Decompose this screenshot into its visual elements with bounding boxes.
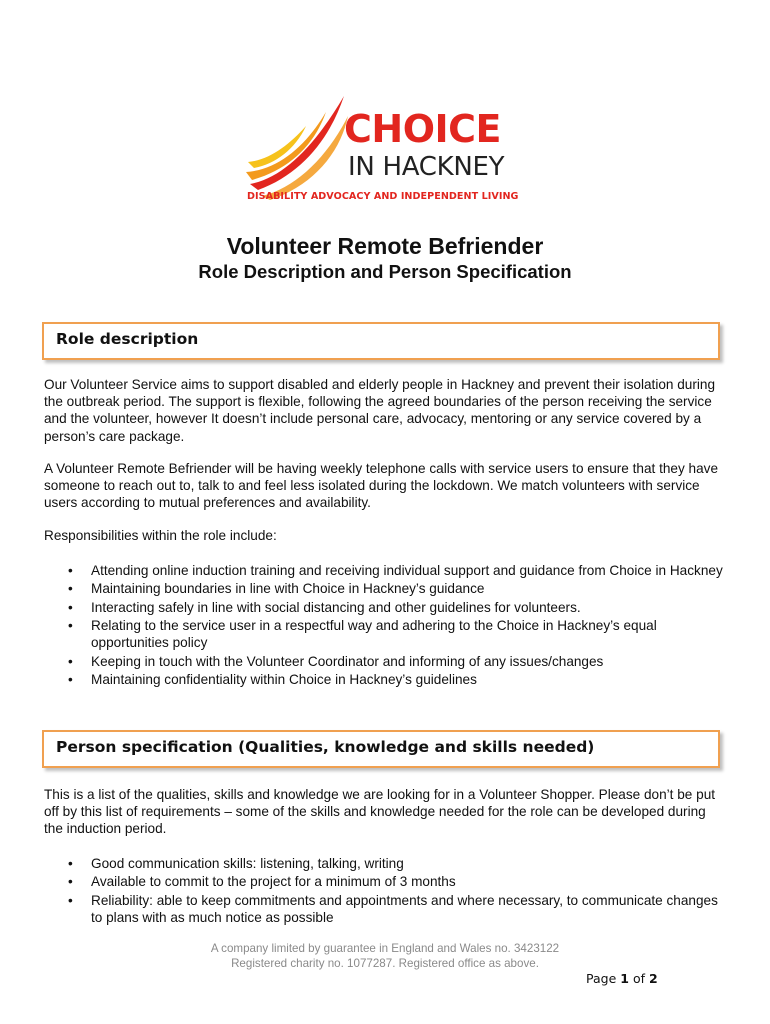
page-number: Page 1 of 2 xyxy=(586,971,658,986)
list-item: • Relating to the service user in a respectful way and adhering to the Choice in Hackney’s equal opportunities policy xyxy=(44,617,724,651)
responsibilities-intro: Responsibilities within the role include: xyxy=(44,528,277,543)
role-paragraph-1: Our Volunteer Service aims to support disabled and elderly people in Hackney and prevent their isolation during the outbreak period. The support is flexible, following the agreed boundaries of the person receiving the service and the volunteer, however It doesn’t include personal care, advocacy, mentoring or any service covered by a person’s care package. xyxy=(44,377,716,444)
role-description-heading-box xyxy=(42,322,720,360)
person-requirements-list xyxy=(44,855,724,927)
page-subtitle: Role Description and Person Specification xyxy=(198,261,572,282)
footer-company-line: A company limited by guarantee in England and Wales no. 3423122 xyxy=(210,942,560,955)
logo-tagline: DISABILITY ADVOCACY AND INDEPENDENT LIVING xyxy=(247,191,519,202)
list-item: • Available to commit to the project for a minimum of 3 months xyxy=(44,873,724,890)
list-item: • Keeping in touch with the Volunteer Coordinator and informing of any issues/changes xyxy=(44,653,724,670)
logo-name-main: CHOICE xyxy=(344,107,501,151)
list-item: • Maintaining boundaries in line with Choice in Hackney’s guidance xyxy=(44,580,724,597)
role-paragraph-2: A Volunteer Remote Befriender will be having weekly telephone calls with service users to ensure that they have someone to reach out to, talk to and feel less isolated during the lockdown. We match volunteers with service users according to mutual preferences and availability. xyxy=(44,461,719,511)
role-description-heading: Role description xyxy=(56,330,199,348)
list-item: • Reliability: able to keep commitments and appointments and where necessary, to communicate changes to plans with as much notice as possible xyxy=(44,892,724,926)
list-item: • Attending online induction training and receiving individual support and guidance from Choice in Hackney xyxy=(44,562,724,579)
list-item: • Maintaining confidentiality within Choice in Hackney’s guidelines xyxy=(44,671,724,688)
list-item: • Interacting safely in line with social distancing and other guidelines for volunteers. xyxy=(44,599,724,616)
person-paragraph: This is a list of the qualities, skills and knowledge we are looking for in a Volunteer Shopper. Please don’t be put off by this list of requirements – some of the skills and knowledge needed for the role can be developed during the induction period. xyxy=(44,787,716,837)
person-specification-heading-box xyxy=(42,730,720,768)
person-specification-heading: Person specification (Qualities, knowledge and skills needed) xyxy=(56,738,595,756)
page-title: Volunteer Remote Befriender xyxy=(226,233,544,259)
responsibilities-list xyxy=(44,562,724,690)
list-item: • Good communication skills: listening, talking, writing xyxy=(44,855,724,872)
footer-charity-line: Registered charity no. 1077287. Registered office as above. xyxy=(231,957,539,970)
logo-name-sub: IN HACKNEY xyxy=(348,152,505,182)
